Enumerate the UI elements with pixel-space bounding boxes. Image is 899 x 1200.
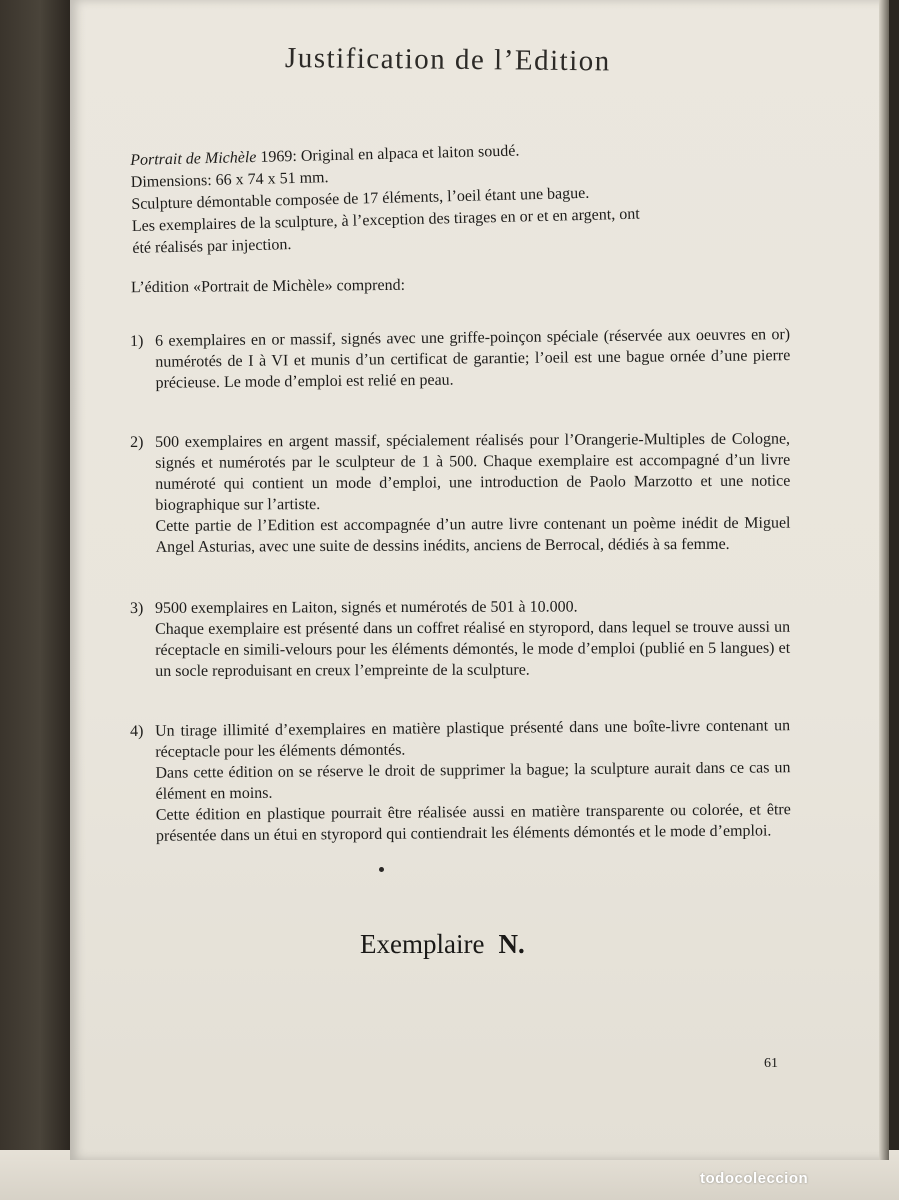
intro-line-text: 1969: Original en alpaca et laiton soudé. (256, 142, 520, 166)
item-paragraph: 6 exemplaires en or massif, signés avec une griffe-poinçon spéciale (réservée aux oeuvres en or) numérotés de I à VI et munis d’un certificat de garantie; l’oeil est une bague ornée d’une pierre précieuse. Le mode d’emploi est relié en peau. (155, 326, 791, 392)
edition-item-gold (130, 324, 791, 394)
page-number: 61 (764, 1056, 778, 1071)
edition-item-silver (130, 429, 791, 558)
item-number: 1) (130, 332, 144, 350)
item-paragraph: Cette édition en plastique pourrait être réalisée aussi en matière transparente ou colorée, et être présentée dans un étui en styropord qui contiendrait les éléments démontés et le mode d’emploi. (155, 801, 791, 845)
edition-item-plastic (130, 715, 791, 847)
item-paragraph: Un tirage illimité d’exemplaires en matière plastique présenté dans une boîte-livre contenant un réceptacle pour les éléments démontés. (155, 717, 791, 761)
item-paragraph: Dans cette édition on se réserve le droit de supprimer la bague; la sculpture aurait dans ce cas un élément en moins. (155, 759, 791, 803)
item-paragraph: Chaque exemplaire est présenté dans un coffret réalisé en styropord, dans lequel se trouve aussi un réceptacle en simili-velours pour les éléments démontés, le mode d’emploi (publié en 5 langues) et un socle reproduisant en creux l’empreinte de la sculpture. (155, 618, 791, 680)
ink-dot (379, 867, 384, 872)
exemplaire-n: N. (498, 929, 525, 959)
intro-line: Les exemplaires de la sculpture, à l’exception des tirages en or et en argent, ont (131, 205, 640, 235)
page-content (70, 0, 889, 1160)
item-number: 2) (130, 433, 144, 451)
item-paragraph: Cette partie de l’Edition est accompagnée d’un autre livre contenant un poème inédit de Miguel Angel Asturias, avec une suite de dessins inédits, anciens de Berrocal, dédiés à sa femme. (155, 514, 791, 556)
intro-line: Dimensions: 66 x 74 x 51 mm. (130, 169, 329, 191)
intro-line: été réalisés par injection. (132, 236, 292, 257)
page-title: Justification de l’Edition (284, 42, 611, 78)
item-number: 4) (130, 722, 144, 740)
intro-line: Sculpture démontable composée de 17 éléments, l’oeil étant une bague. (131, 184, 590, 213)
watermark: todocoleccion (700, 1170, 809, 1187)
edition-includes: L’édition «Portrait de Michèle» comprend: (130, 276, 406, 297)
exemplaire-number (360, 929, 525, 960)
intro-block (130, 134, 792, 260)
artwork-title: Portrait de Michèle (130, 148, 257, 169)
book-page (70, 0, 889, 1160)
item-paragraph: 9500 exemplaires en Laiton, signés et numérotés de 501 à 10.000. (155, 598, 578, 617)
edition-item-brass (130, 596, 790, 682)
exemplaire-label: Exemplaire (360, 929, 485, 959)
item-paragraph: 500 exemplaires en argent massif, spécialement réalisés pour l’Orangerie-Multiples de Cologne, signés et numérotés par le sculpteur de 1 à 500. Chaque exemplaire est accompagné d’un livre numéroté qui contient un mode d’emploi, une introduction de Paolo Marzotto et une notice biographique sur l’artiste. (155, 430, 791, 514)
item-number: 3) (130, 599, 144, 617)
